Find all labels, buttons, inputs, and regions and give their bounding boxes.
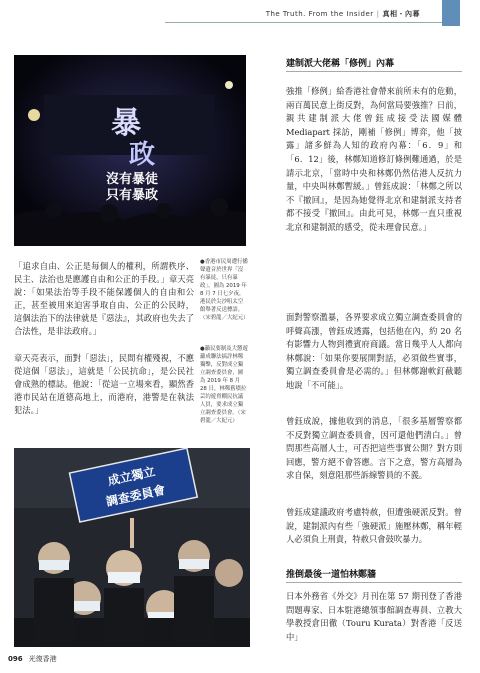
body-paragraph: 曾鈺成說，據他收到的消息，「很多基層警察都不反對獨立調查委員會，因可還他們清白。」曾問那些高層人士，可否把這些事實公開？對方則回應，警方絕不會答應。言下之意，警方高層為求自保，刻意阻那些訴線警員的不義。	[286, 416, 462, 481]
publication-name: 光復香港	[28, 655, 57, 663]
body-paragraph: 章天亮表示，面對「惡法」，民間有權殘視，不應從這個「惡法」，這就是「公民抗命」，是公民社會成熟的標誌。他說：「從這一立場來看，顯然香港市民站在道德高地上，而港府，港警是在執法犯法。」	[14, 353, 194, 415]
projection-line1: 沒有暴徒	[105, 172, 159, 187]
heading-rule	[286, 71, 462, 72]
photo1-caption: ●香港市民周遭行播聲遺音於世界「沒有暴徒，只有暴政」。圖為 2019 年 8 月 7 日七夕夜，港民於尖沙咀太空館舉著反送標語。（宋碧龍／大紀元）	[200, 259, 249, 321]
section-heading: 建制派大佬稱「修例」內幕	[286, 59, 395, 69]
body-paragraph: 曾鈺成建議政府考慮特赦，但遭強硬派反對。曾說，建制派內有些「強硬派」施壓林鄭，稱年輕人必須負上刑責，特赦只會鼓吹暴力。	[286, 507, 462, 545]
running-header: The Truth. From the Insider | 真相・內幕	[265, 10, 420, 18]
sign-text: 成立獨立	[106, 464, 157, 489]
section-title: 真相・內幕	[382, 10, 420, 18]
page-header	[0, 0, 480, 23]
page-footer	[8, 654, 57, 664]
photo2-caption: ●籲民要制及大懲遊籲成聯法搞評林鄭獨擊，反對成立獨立調查委員會，圖為 2019 年 8 月 28 日，林鄭舊墳拉芸約遊脅棚民抗議人員，要求成立獨立調查委員會。（宋碧龍／大紀元）	[200, 346, 248, 424]
projection-char2: 政	[128, 140, 156, 170]
projection-char1: 暴	[111, 106, 141, 141]
header-rule	[165, 22, 442, 23]
heading-rule	[286, 582, 462, 583]
projection-line2: 只有暴政	[105, 188, 159, 203]
body-paragraph: 面對警察濫暴，各界要求成立獨立調查委員會的呼聲高漲，曾鈺成透露，包括他在內，約 20 名有影響力人物到禮賓府商議。當日幾乎人人都向林鄭說：「如果你要展開對話，必須做些實事，獨立調查委員會是必需的。」但林鄭謝軟釘截聽地說「不可能」。	[286, 312, 462, 390]
series-title: The Truth. From the Insider	[265, 10, 374, 18]
section-heading: 推倒最後一道怕林鄭牆	[286, 570, 377, 580]
protest-night-photo	[14, 55, 246, 246]
body-paragraph: 日本外務省《外交》月刊在第 57 期刊登了香港問題專家、日本駐港總領事館調查專員、立教大學教授倉田徹（Touru Kurata）對香港「反送中」	[286, 591, 462, 642]
body-paragraph: 強推「修例」給香港社會帶來前所未有的危動，兩百萬民意上街反對，為何當局要強推？日前，親共建制派大佬曾鈺成接受法國媒體 Mediapart 採訪，剛補「修例」博弈，他「披露」諸多鮮為人知的政府內幕：「6．9」和「6．12」後，林鄭知道修訂條例難通過，於是請示北京，「當時中央和林鄭仍然估港人反抗力量，中央叫林鄭暫緩。」曾鈺成說：「林鄭之所以不『撤回』，是因為她覺得北京和建制派支持者都不接受『撤回』。由此可見，林鄭一直只重視北京和建制派的感受，從未理會民意。」	[286, 86, 462, 232]
body-paragraph: 「追求自由、公正是每個人的權利，所謂秩序、民主、法治也是應護自由和公正的手段。」章天亮說：「如果法治等手段不能保護個人的自由和公正，甚至被用來迫害爭取自由、公正的公民時，這個法治下的法律就是『惡法』，其政府也失去了合法性，是非法政府。」	[14, 261, 194, 336]
protest-crowd-photo	[14, 448, 250, 647]
page-number: 096	[8, 655, 23, 663]
sign-text: 調查委員會	[104, 482, 167, 509]
section-tab	[442, 0, 460, 26]
